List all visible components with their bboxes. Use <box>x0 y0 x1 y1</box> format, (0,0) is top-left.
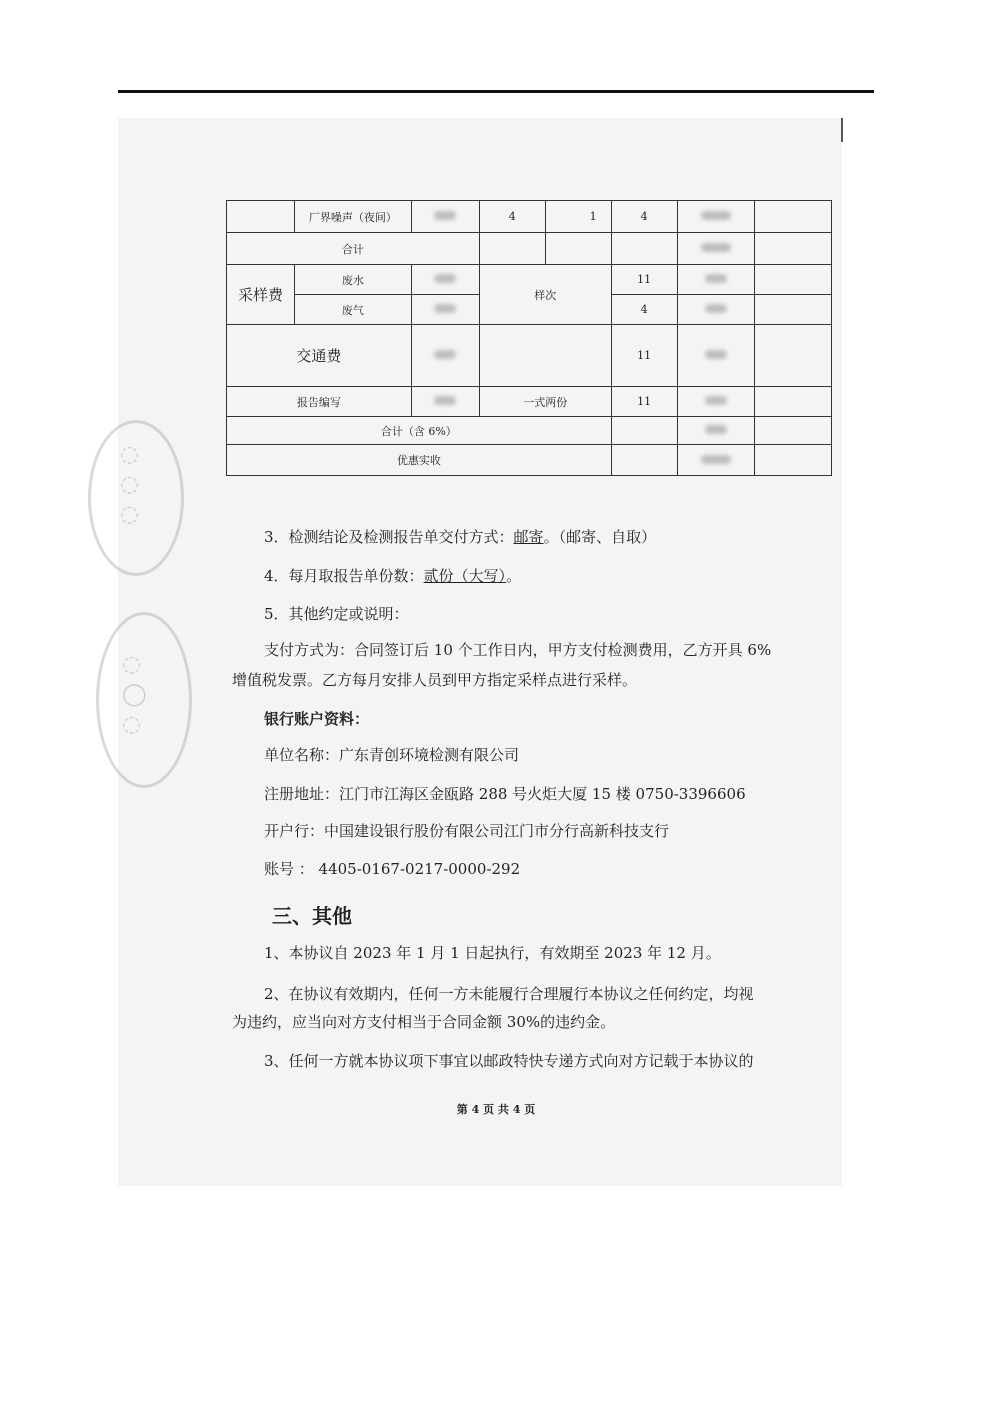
table-cell <box>479 233 545 265</box>
page-number: 第 4 页 共 4 页 <box>456 1103 536 1116</box>
fee-table <box>226 200 832 476</box>
item-3-prefix: 3．检测结论及检测报告单交付方式： <box>264 528 514 546</box>
redacted-value <box>677 387 754 417</box>
redacted-value <box>411 201 479 233</box>
company-name: 单位名称：广东青创环境检测有限公司 <box>264 746 520 764</box>
seal-stamp-2-marks: ◌ ◯ ◌ <box>122 652 147 737</box>
table-cell <box>754 265 831 295</box>
payment-line-2: 增值税发票。乙方每月安排人员到甲方指定采样点进行采样。 <box>232 671 638 689</box>
wastewater-label: 废水 <box>295 265 412 295</box>
table-cell <box>754 201 831 233</box>
wastegas-label: 废气 <box>295 295 412 325</box>
table-cell <box>754 387 831 417</box>
wastegas-count: 4 <box>611 295 677 325</box>
redacted-value <box>411 387 479 417</box>
redacted-value <box>677 417 754 445</box>
table-row <box>227 387 832 417</box>
item-4 <box>264 565 521 587</box>
table-cell <box>754 325 831 387</box>
scan-edge-mark <box>841 118 843 142</box>
redacted-value <box>677 265 754 295</box>
item-3 <box>264 526 656 548</box>
item-4-value: 贰份（大写） <box>423 567 507 585</box>
report-label: 报告编写 <box>227 387 412 417</box>
item-4-suffix: 。 <box>506 567 522 585</box>
table-cell <box>754 233 831 265</box>
redacted-value <box>411 265 479 295</box>
table-cell <box>227 201 295 233</box>
noise-qty: 4 <box>479 201 545 233</box>
table-row <box>227 325 832 387</box>
table-cell <box>611 233 677 265</box>
item-3-suffix: 。（邮寄、自取） <box>543 528 657 546</box>
table-cell <box>754 417 831 445</box>
unit-label: 样次 <box>479 265 611 325</box>
payment-line-1: 支付方式为：合同签订后 10 个工作日内，甲方支付检测费用，乙方开具 6% <box>264 641 772 659</box>
clause-1: 1、本协议自 2023 年 1 月 1 日起执行，有效期至 2023 年 12 月。 <box>264 944 721 962</box>
account-number: 账号 ： 4405-0167-0217-0000-292 <box>264 860 521 878</box>
top-rule <box>118 90 874 93</box>
transport-label: 交通费 <box>227 325 412 387</box>
report-copies: 一式两份 <box>479 387 611 417</box>
table-row <box>227 417 832 445</box>
section-heading: 三、其他 <box>272 904 352 928</box>
redacted-value <box>411 295 479 325</box>
redacted-value <box>677 325 754 387</box>
table-cell <box>754 295 831 325</box>
bank-title: 银行账户资料： <box>264 710 370 728</box>
seal-stamp-1-marks: ◌ ◌ ◌ <box>120 442 140 527</box>
wastewater-count: 11 <box>611 265 677 295</box>
item-4-prefix: 4．每月取报告单份数： <box>264 567 424 585</box>
table-row <box>227 201 832 233</box>
table-cell <box>611 445 677 476</box>
clause-2-line-2: 为违约，应当向对方支付相当于合同金额 30%的违约金。 <box>232 1013 616 1031</box>
bank-branch: 开户行：中国建设银行股份有限公司江门市分行高新科技支行 <box>264 822 670 840</box>
redacted-value <box>677 233 754 265</box>
table-row <box>227 233 832 265</box>
clause-3: 3、任何一方就本协议项下事宜以邮政特快专递方式向对方记载于本协议的 <box>264 1052 754 1070</box>
table-row <box>227 265 832 295</box>
sampling-label: 采样费 <box>227 265 295 325</box>
table-cell <box>545 233 611 265</box>
redacted-value <box>677 445 754 476</box>
item-5: 5．其他约定或说明： <box>264 605 409 623</box>
noise-count: 4 <box>611 201 677 233</box>
redacted-value <box>677 295 754 325</box>
noise-label: 厂界噪声（夜间） <box>295 201 412 233</box>
transport-count: 11 <box>611 325 677 387</box>
registered-address: 注册地址：江门市江海区金瓯路 288 号火炬大厦 15 楼 0750-3396606 <box>264 785 746 803</box>
report-count: 11 <box>611 387 677 417</box>
table-cell <box>754 445 831 476</box>
table-row <box>227 445 832 476</box>
noise-times: 1 <box>545 201 611 233</box>
clause-2-line-1: 2、在协议有效期内，任何一方未能履行合理履行本协议之任何约定，均视 <box>264 985 754 1003</box>
total-label: 合计（含 6%） <box>227 417 612 445</box>
item-3-value: 邮寄 <box>513 528 544 546</box>
table-cell <box>611 417 677 445</box>
subtotal-label: 合计 <box>227 233 480 265</box>
redacted-value <box>411 325 479 387</box>
discount-label: 优惠实收 <box>227 445 612 476</box>
redacted-value <box>677 201 754 233</box>
table-cell <box>479 325 611 387</box>
